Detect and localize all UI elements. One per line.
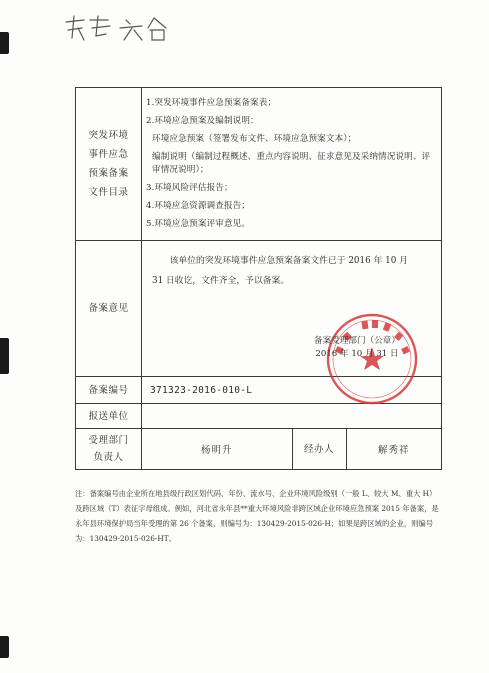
- person-cell: [142, 429, 442, 470]
- handwritten-note: [62, 14, 182, 44]
- label-line: 突发环境: [88, 130, 129, 141]
- document-item: 5.环境应急预案评审意见。: [146, 219, 251, 229]
- label-filing-documents: [76, 88, 142, 241]
- row-submitting-unit: [76, 404, 442, 429]
- document-item: 3.环境风险评估报告；: [146, 183, 233, 193]
- label-line: 受理部门: [88, 435, 129, 446]
- label-handler: 经办人: [292, 429, 346, 469]
- row-filing-opinion: [76, 241, 442, 377]
- department-label: 备案受理部门（公章）: [314, 336, 400, 346]
- document-item: 编制说明（编制过程概述、重点内容说明、征求意见及采纳情况说明、评审情况说明）；: [152, 152, 431, 175]
- document-item: 4.环境应急资源调查报告；: [146, 201, 251, 211]
- scan-binding-mark: [0, 338, 9, 374]
- responsible-person-name: 杨明升: [142, 429, 292, 469]
- label-responsible-person: [76, 429, 142, 470]
- receiving-department: [292, 335, 422, 361]
- filing-number-value: 371323-2016-010-L: [142, 377, 442, 404]
- filing-form-table: [75, 87, 442, 470]
- filing-date: 2016 年 10 月 31 日: [315, 349, 399, 359]
- row-responsible-person: [76, 429, 442, 470]
- label-submitting-unit: 报送单位: [76, 404, 142, 429]
- label-filing-opinion: 备案意见: [76, 241, 142, 377]
- label-line: 预案备案: [88, 168, 129, 179]
- submitting-unit-value: [142, 404, 442, 429]
- handler-name: 解秀祥: [377, 445, 410, 456]
- footnote: 注：备案编号由企业所在地县级行政区划代码、年份、流水号、企业环境风险级别（一般 L、较大 M、重大 H）及跨区域（T）表征字母组成。例如，河北省永年县**重大环境风险非跨区域企业环境应急预案 2015 年备案，是永年县环境保护局当年受理的第 26 个备案，则编号为：130429-2015-026-H；如果是跨区域的企业，则编号为：130429-2015-026-HT。: [75, 489, 439, 543]
- document-item: 1.突发环境事件应急预案备案表；: [146, 98, 277, 108]
- scan-binding-mark: [0, 636, 9, 658]
- scan-binding-mark: [0, 32, 9, 54]
- document-list: [142, 88, 442, 241]
- label-line: 负责人: [93, 452, 124, 463]
- label-line: 事件应急: [88, 149, 129, 160]
- label-line: 文件目录: [88, 187, 129, 198]
- opinion-text: 该单位的突发环境事件应急预案备案文件已于 2016 年 10 月 31 日收讫，文件齐全，予以备案。: [152, 256, 408, 286]
- row-filing-documents: [76, 88, 442, 241]
- opinion-cell: [142, 241, 442, 377]
- document-item: 2.环境应急预案及编制说明：: [146, 116, 259, 126]
- document-item: 环境应急预案（签署发布文件、环境应急预案文本）；: [152, 134, 357, 144]
- label-filing-number: 备案编号: [76, 377, 142, 404]
